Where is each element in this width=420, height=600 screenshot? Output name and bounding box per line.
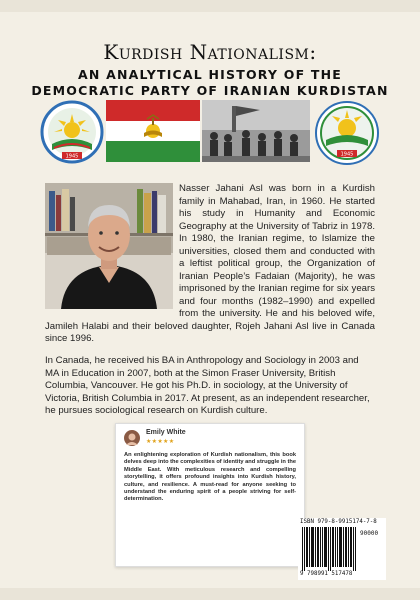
rating-stars-icon: ★★★★★ [146,438,175,445]
emblem-right-year: 1945 [340,151,354,158]
author-bio-paragraph-1: Nasser Jahani Asl was born in a Kurdish family in Mahabad, Iran, in 1960. He started his study in Humanity and Economic Geography at the University of Tabriz in 1978. In 1980, the Iranian regime, to Islamize the universities, closed them and conducted with a leftist political group, the Organization of Iranian People’s Fadaian (Majority), he was imprisoned by the Iranian regime for six years and four months (1982–1990) and expelled from the university. He and his beloved wife, Jamileh Halabi and their beloved daughter, Rojeh Jahani Asl live in Canada since 1996. [45,183,375,344]
reviewer-avatar [124,430,140,446]
kurdistan-flag [106,100,200,162]
isbn-label: ISBN 979-8-9915174-7-8 [300,519,377,525]
book-subtitle-line2: DEMOCRATIC PARTY OF IRANIAN KURDISTAN [31,83,389,98]
author-bio-paragraph-2: In Canada, he received his BA in Anthropology and Sociology in 2003 and MA in Education in 2007, both at the Simon Fraser University, British Columbia, Vancouver. He got his Ph.D. in sociology, at the University of Victoria, British Columbia in 2017. At present, as an independent researcher, he pursues sociological research on Kurdish culture. [45,355,370,416]
isbn-barcode-box [298,518,386,580]
bottom-band [0,588,420,600]
historic-rally-photo [202,100,310,162]
kdpi-emblem-right [314,100,380,166]
book-title: Kurdish Nationalism: [103,40,317,64]
barcode-digits: 9 798991 517478 [300,571,353,577]
emblem-row [40,100,380,168]
price-code: 90000 [360,530,379,537]
review-card [115,423,305,567]
title-block [0,40,420,99]
emblem-left-year: 1945 [65,153,79,160]
reviewer-name: Emily White [146,429,186,436]
barcode-icon [302,527,358,571]
top-band [0,0,420,12]
kdpi-emblem-left [40,100,104,166]
book-subtitle-line1: AN ANALYTICAL HISTORY OF THE [78,67,342,82]
review-text: An enlightening exploration of Kurdish nationalism, this book delves deep into the complexities of identity and struggle in the Middle East. With meticulous research and compelling storytelling, it offers profound insights into Kurdish history, culture, and resilience. A must-read for anyone seeking to understand the enduring spirit of a people striving for self-determination. [124,452,296,503]
